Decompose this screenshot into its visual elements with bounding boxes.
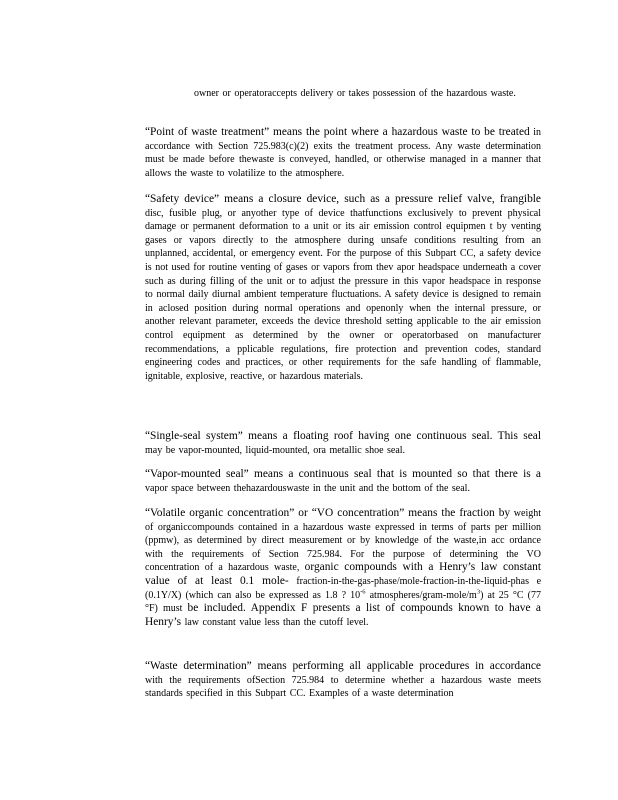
henry-constant-sentence: organic compounds with a Henry’s law constant value of at least 0.1 mole- bbox=[145, 561, 541, 587]
definition-body: law constant value less than the cutoff level. bbox=[184, 616, 369, 628]
definition-body: in accordance with Section 725.983(c)(2) exits the treatment process. Any waste determination must be made before thewaste is conveyed, handled, or otherwise managed in a manner that allows the waste to volatilize to the atmosphere. bbox=[145, 127, 542, 179]
paragraph-continuation: owner or operatoraccepts delivery or takes possession of the hazardous waste. bbox=[194, 88, 516, 99]
definition-body: ) at 25 °C (77 °F) must bbox=[145, 589, 541, 615]
appendix-sentence: be included. Appendix F presents a list of compounds known to have a Henry’s bbox=[145, 602, 541, 628]
definition-body: atmospheres/gram-mole/m bbox=[365, 589, 477, 601]
exponent: 3 bbox=[476, 588, 481, 596]
definition-lead: “Single-seal system” means a floating roof having one continuous seal. This seal bbox=[145, 430, 541, 442]
definition-body: disc, fusible plug, or anyother type of device thatfunctions exclusively to prevent physical damage or permanent deformation to a unit or its air emission control equipmen t by venting gases or vapors directly to the atmosphere during unsafe conditions resulting from an unplanned, accidental, or emergency event. For the purpose of this Subpart CC, a safety device is not used for routine venting of gases or vapors from thev apor headspace underneath a cover such as during filling of the unit or to adjust the pressure in this vapor headspace in response to normal daily diurnal ambient temperature fluctuations. A safety device is designed to remain in aclosed position during normal operations and openonly when the internal pressure, or another relevant parameter, exceeds the device threshold setting applicable to the air emission control equipment as determined by the owner or operatorbased on manufacturer recommendations, a pplicable regulations, fire protection and prevention codes, standard engineering codes and practices, or other requirements for the safe handling of flammable, ignitable, explosive, reactive, or hazardous materials. bbox=[145, 207, 541, 382]
paragraph-waste-determination bbox=[145, 660, 541, 701]
definition-body: with the requirements ofSection 725.984 to determine whether a hazardous waste meets standards specified in this Subpart CC. Examples of a waste determination bbox=[145, 674, 541, 700]
paragraph-single-seal-system bbox=[145, 430, 541, 457]
definition-lead: “Point of waste treatment” means the point where a hazardous waste to be treated bbox=[145, 126, 530, 138]
definition-body: fraction-in-the-gas-phase/mole-fraction-in-the-liquid-phas e (0.1Y/X) (which can also be expressed as 1.8 ? 10 bbox=[145, 575, 542, 601]
paragraph-volatile-organic-concentration bbox=[145, 507, 541, 629]
definition-lead: “Vapor-mounted seal” means a continuous seal that is mounted so that there is a bbox=[145, 468, 541, 480]
exponent: -6 bbox=[360, 588, 366, 596]
definition-body: weight of organiccompounds contained in a hazardous waste expressed in terms of parts per million (ppmw), as determined by direct measurement or by knowledge of the waste,in acc ordance with the requirements of Section 725.984. For the purpose of determining the VO concentration of a hazardous waste, bbox=[145, 508, 541, 574]
definition-body: vapor space between thehazardouswaste in the unit and the bottom of the seal. bbox=[145, 482, 470, 494]
definition-lead: “Safety device” means a closure device, such as a pressure relief valve, frangible bbox=[145, 193, 541, 205]
definition-lead: “Volatile organic concentration” or “VO concentration” means the fraction by bbox=[145, 507, 511, 519]
paragraph-point-of-waste-treatment bbox=[145, 126, 541, 180]
paragraph-vapor-mounted-seal bbox=[145, 468, 541, 495]
definition-lead: “Waste determination” means performing all applicable procedures in accordance bbox=[145, 660, 541, 672]
definition-body: may be vapor-mounted, liquid-mounted, ora metallic shoe seal. bbox=[145, 444, 406, 456]
paragraph-safety-device bbox=[145, 193, 541, 383]
